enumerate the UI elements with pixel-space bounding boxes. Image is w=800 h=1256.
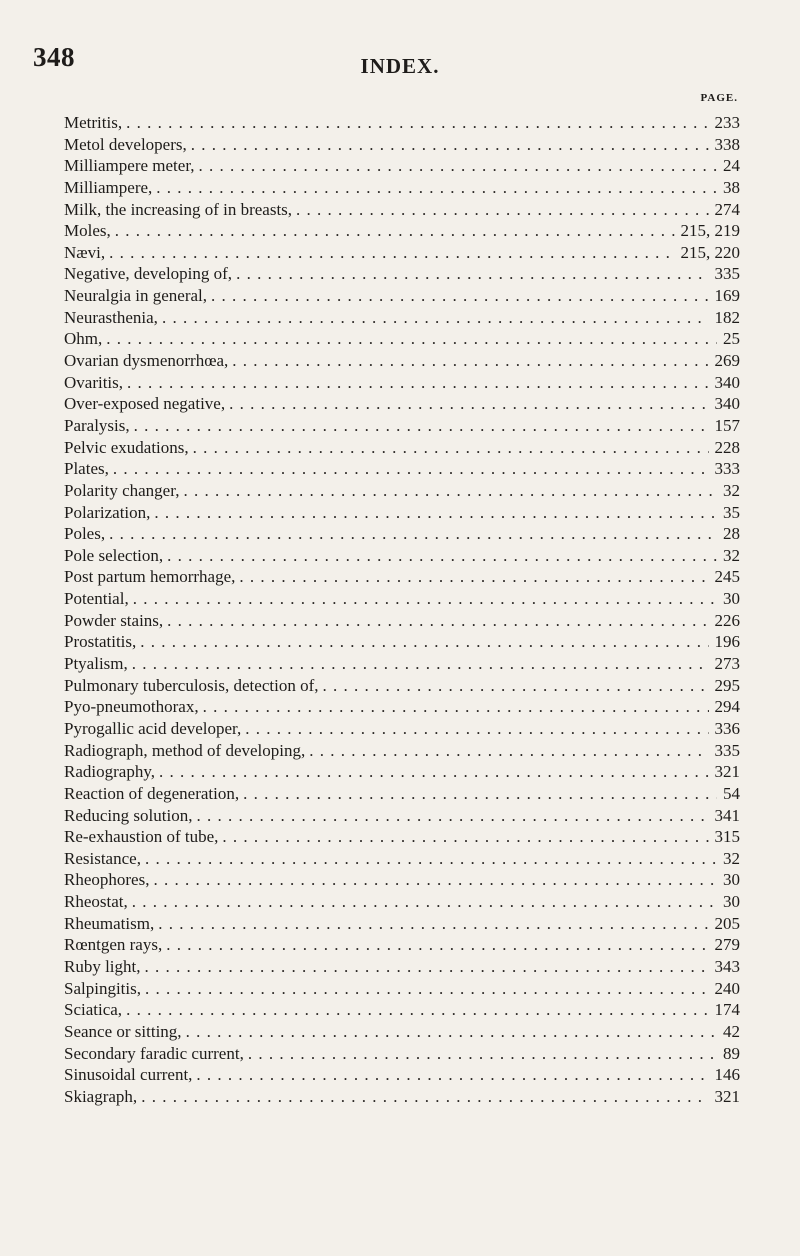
index-term: Pelvic exudations, <box>64 437 189 457</box>
dot-leader <box>199 155 717 177</box>
index-entry <box>64 761 740 783</box>
index-term: Rœntgen rays, <box>64 935 163 955</box>
dot-leader <box>141 1086 708 1108</box>
index-term: Sciatica, <box>64 1000 123 1020</box>
index-entry-list <box>64 112 740 1107</box>
index-term: Prostatitis, <box>64 632 137 652</box>
index-entry <box>64 307 740 329</box>
index-term: Negative, developing of, <box>64 264 233 284</box>
index-entry <box>64 1086 740 1108</box>
index-page-ref: 32 <box>723 545 740 565</box>
index-entry <box>64 199 740 221</box>
index-term: Sinusoidal current, <box>64 1065 193 1085</box>
index-entry <box>64 285 740 307</box>
index-entry <box>64 913 740 935</box>
index-term: Pulmonary tuberculosis, detection of, <box>64 675 319 695</box>
dot-leader <box>145 956 709 978</box>
index-page-ref: 321 <box>714 1086 740 1106</box>
index-entry <box>64 566 740 588</box>
index-entry <box>64 675 740 697</box>
page-number: 348 <box>33 42 75 72</box>
index-page-ref: 233 <box>714 113 740 132</box>
dot-leader <box>115 220 675 242</box>
index-entry <box>64 177 740 199</box>
dot-leader <box>183 480 717 502</box>
index-entry <box>64 545 740 567</box>
dot-leader <box>243 783 717 805</box>
index-term: Ohm, <box>64 329 103 349</box>
dot-leader <box>193 437 709 459</box>
dot-leader <box>248 1043 717 1065</box>
dot-leader <box>134 415 709 437</box>
index-entry <box>64 220 740 242</box>
index-page-ref: 42 <box>723 1021 740 1041</box>
dot-leader <box>154 502 717 524</box>
index-entry <box>64 1021 740 1043</box>
index-term: Resistance, <box>64 848 141 868</box>
index-term: Neurasthenia, <box>64 307 158 327</box>
index-entry <box>64 1064 740 1086</box>
index-term: Pole selection, <box>64 545 164 565</box>
index-term: Ptyalism, <box>64 654 128 674</box>
index-entry <box>64 696 740 718</box>
index-page-ref: 24 <box>723 156 740 176</box>
index-term: Radiograph, method of developing, <box>64 740 306 760</box>
index-page-ref: 54 <box>723 783 740 803</box>
dot-leader <box>166 934 708 956</box>
index-page-ref: 146 <box>714 1065 740 1085</box>
running-head: INDEX. <box>360 54 440 78</box>
index-page-ref: 182 <box>714 307 740 327</box>
dot-leader <box>236 263 708 285</box>
dot-leader <box>196 1064 708 1086</box>
index-entry <box>64 523 740 545</box>
index-term: Re-exhaustion of tube, <box>64 827 219 847</box>
index-term: Rheophores, <box>64 870 150 890</box>
index-page-ref: 279 <box>714 935 740 955</box>
dot-leader <box>145 978 709 1000</box>
dot-leader <box>167 545 717 567</box>
dot-leader <box>109 242 674 264</box>
dot-leader <box>132 891 717 913</box>
index-page-ref: 226 <box>714 610 740 630</box>
index-page-ref: 343 <box>714 956 740 976</box>
index-page-ref: 89 <box>723 1043 740 1063</box>
index-entry <box>64 155 740 177</box>
dot-leader <box>191 134 709 156</box>
dot-leader <box>159 761 709 783</box>
index-term: Seance or sitting, <box>64 1021 182 1041</box>
index-entry <box>64 999 740 1021</box>
index-term: Post partum hemorrhage, <box>64 567 236 587</box>
index-term: Reducing solution, <box>64 805 193 825</box>
index-term: Pyo-pneumothorax, <box>64 697 199 717</box>
index-page-ref: 157 <box>714 415 740 435</box>
dot-leader <box>109 523 717 545</box>
index-entry <box>64 718 740 740</box>
dot-leader <box>222 826 708 848</box>
index-page-ref: 240 <box>714 978 740 998</box>
index-term: Paralysis, <box>64 415 130 435</box>
dot-leader <box>162 307 709 329</box>
dot-leader <box>167 610 708 632</box>
index-entry <box>64 328 740 350</box>
index-term: Metol developers, <box>64 134 187 154</box>
dot-leader <box>186 1021 717 1043</box>
index-page-ref: 215, 220 <box>680 242 740 262</box>
index-entry <box>64 263 740 285</box>
index-term: Pyrogallic acid developer, <box>64 718 242 738</box>
index-term: Nævi, <box>64 242 106 262</box>
index-entry <box>64 610 740 632</box>
index-entry <box>64 588 740 610</box>
index-page-ref: 338 <box>714 134 740 154</box>
index-term: Potential, <box>64 589 129 609</box>
index-page-ref: 315 <box>714 827 740 847</box>
index-term: Ovaritis, <box>64 372 124 392</box>
index-page-ref: 228 <box>714 437 740 457</box>
index-term: Reaction of degeneration, <box>64 783 240 803</box>
index-term: Salpingitis, <box>64 978 141 998</box>
index-entry <box>64 740 740 762</box>
index-term: Powder stains, <box>64 610 164 630</box>
index-page-ref: 333 <box>714 459 740 479</box>
index-page-ref: 169 <box>714 286 740 306</box>
dot-leader <box>113 458 709 480</box>
index-term: Poles, <box>64 524 106 544</box>
index-entry <box>64 134 740 156</box>
index-entry <box>64 653 740 675</box>
dot-leader <box>245 718 708 740</box>
index-page-ref: 196 <box>714 632 740 652</box>
dot-leader <box>322 675 708 697</box>
index-entry <box>64 372 740 394</box>
dot-leader <box>132 653 709 675</box>
index-entry <box>64 869 740 891</box>
index-page-ref: 336 <box>714 718 740 738</box>
dot-leader <box>196 805 708 827</box>
index-page-ref: 38 <box>723 177 740 197</box>
index-entry <box>64 112 740 134</box>
dot-leader <box>126 112 708 134</box>
index-entry <box>64 891 740 913</box>
index-term: Milk, the increasing of in breasts, <box>64 199 293 219</box>
index-page-ref: 274 <box>714 199 740 219</box>
index-page-ref: 30 <box>723 589 740 609</box>
index-entry <box>64 805 740 827</box>
index-term: Skiagraph, <box>64 1086 138 1106</box>
index-page-ref: 30 <box>723 870 740 890</box>
index-page-ref: 295 <box>714 675 740 695</box>
index-page-ref: 273 <box>714 654 740 674</box>
index-page-ref: 25 <box>723 329 740 349</box>
dot-leader <box>140 631 708 653</box>
index-term: Milliampere meter, <box>64 156 195 176</box>
index-page-ref: 174 <box>714 1000 740 1020</box>
index-page-ref: 294 <box>714 697 740 717</box>
index-entry <box>64 393 740 415</box>
index-term: Secondary faradic current, <box>64 1043 244 1063</box>
index-term: Milliampere, <box>64 177 153 197</box>
index-term: Moles, <box>64 221 111 241</box>
dot-leader <box>211 285 708 307</box>
index-page-ref: 30 <box>723 892 740 912</box>
index-page-ref: 32 <box>723 480 740 500</box>
index-term: Radiography, <box>64 762 155 782</box>
index-term: Metritis, <box>64 113 123 132</box>
dot-leader <box>158 913 708 935</box>
index-entry <box>64 978 740 1000</box>
dot-leader <box>153 869 717 891</box>
index-term: Rheumatism, <box>64 913 155 933</box>
index-entry <box>64 631 740 653</box>
index-page-ref: 32 <box>723 848 740 868</box>
dot-leader <box>106 328 717 350</box>
index-entry <box>64 242 740 264</box>
dot-leader <box>127 372 708 394</box>
index-entry <box>64 480 740 502</box>
index-entry <box>64 415 740 437</box>
dot-leader <box>309 740 708 762</box>
index-page-ref: 28 <box>723 524 740 544</box>
index-page-ref: 340 <box>714 372 740 392</box>
dot-leader <box>126 999 708 1021</box>
index-entry <box>64 956 740 978</box>
index-page-ref: 245 <box>714 567 740 587</box>
index-term: Ovarian dysmenorrhœa, <box>64 351 229 371</box>
index-entry <box>64 783 740 805</box>
page-column-label: PAGE. <box>700 92 738 104</box>
index-page-ref: 205 <box>714 913 740 933</box>
index-entry <box>64 826 740 848</box>
index-term: Ruby light, <box>64 956 141 976</box>
index-page-ref: 340 <box>714 394 740 414</box>
index-page-ref: 215, 219 <box>680 221 740 241</box>
index-term: Over-exposed negative, <box>64 394 226 414</box>
dot-leader <box>156 177 717 199</box>
index-page-ref: 335 <box>714 740 740 760</box>
index-page-ref: 269 <box>714 351 740 371</box>
index-page-ref: 341 <box>714 805 740 825</box>
index-page-ref: 321 <box>714 762 740 782</box>
index-entry <box>64 350 740 372</box>
index-page-ref: 35 <box>723 502 740 522</box>
dot-leader <box>232 350 708 372</box>
index-term: Rheostat, <box>64 892 128 912</box>
index-entry <box>64 1043 740 1065</box>
index-entry <box>64 502 740 524</box>
index-entry <box>64 458 740 480</box>
index-entry <box>64 934 740 956</box>
dot-leader <box>229 393 708 415</box>
dot-leader <box>239 566 708 588</box>
index-term: Neuralgia in general, <box>64 286 208 306</box>
index-entry <box>64 848 740 870</box>
index-term: Polarization, <box>64 502 151 522</box>
dot-leader <box>296 199 708 221</box>
dot-leader <box>203 696 709 718</box>
index-entry <box>64 437 740 459</box>
index-term: Plates, <box>64 459 109 479</box>
index-term: Polarity changer, <box>64 480 180 500</box>
dot-leader <box>145 848 717 870</box>
dot-leader <box>133 588 717 610</box>
index-page-ref: 335 <box>714 264 740 284</box>
